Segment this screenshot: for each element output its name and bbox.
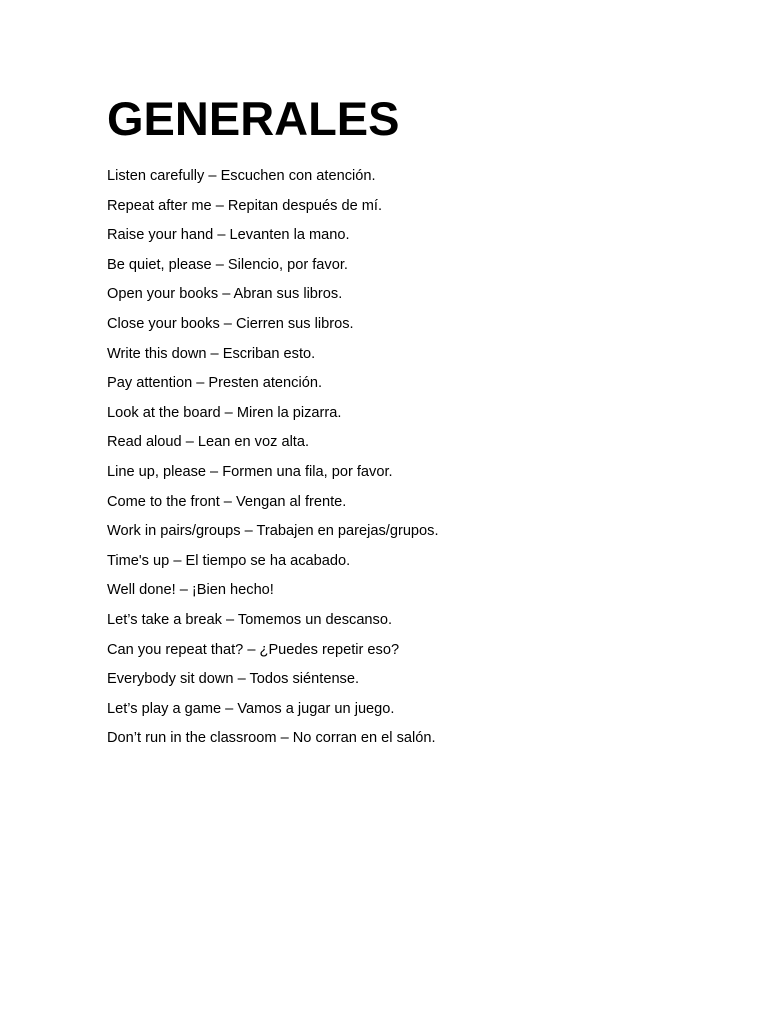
phrase-list: [107, 162, 768, 754]
phrase-item: Well done! – ¡Bien hecho!: [107, 582, 274, 599]
phrase-item: Open your books – Abran sus libros.: [107, 286, 343, 303]
phrase-item: Close your books – Cierren sus libros.: [107, 315, 354, 332]
phrase-item: Raise your hand – Levanten la mano.: [107, 227, 350, 244]
phrase-item: Let’s play a game – Vamos a jugar un juego.: [107, 700, 395, 717]
phrase-item: Let’s take a break – Tomemos un descanso.: [107, 611, 393, 628]
phrase-item: Repeat after me – Repitan después de mí.: [107, 197, 383, 214]
phrase-item: Can you repeat that? – ¿Puedes repetir eso?: [107, 641, 400, 658]
phrase-item: Look at the board – Miren la pizarra.: [107, 404, 342, 421]
page-title: GENERALES: [107, 92, 400, 145]
phrase-item: Listen carefully – Escuchen con atención.: [107, 168, 376, 184]
phrase-item: Everybody sit down – Todos siéntense.: [107, 671, 360, 688]
phrase-item: Be quiet, please – Silencio, por favor.: [107, 256, 348, 273]
phrase-item: Come to the front – Vengan al frente.: [107, 493, 347, 510]
phrase-item: Pay attention – Presten atención.: [107, 375, 322, 392]
phrase-item: Time's up – El tiempo se ha acabado.: [107, 552, 351, 569]
phrase-item: Line up, please – Formen una fila, por favor.: [107, 463, 393, 480]
phrase-item: Write this down – Escriban esto.: [107, 345, 316, 362]
phrase-item: Work in pairs/groups – Trabajen en parejas/grupos.: [107, 523, 439, 540]
phrase-item: Read aloud – Lean en voz alta.: [107, 434, 310, 451]
phrase-item: Don’t run in the classroom – No corran en el salón.: [107, 730, 436, 747]
